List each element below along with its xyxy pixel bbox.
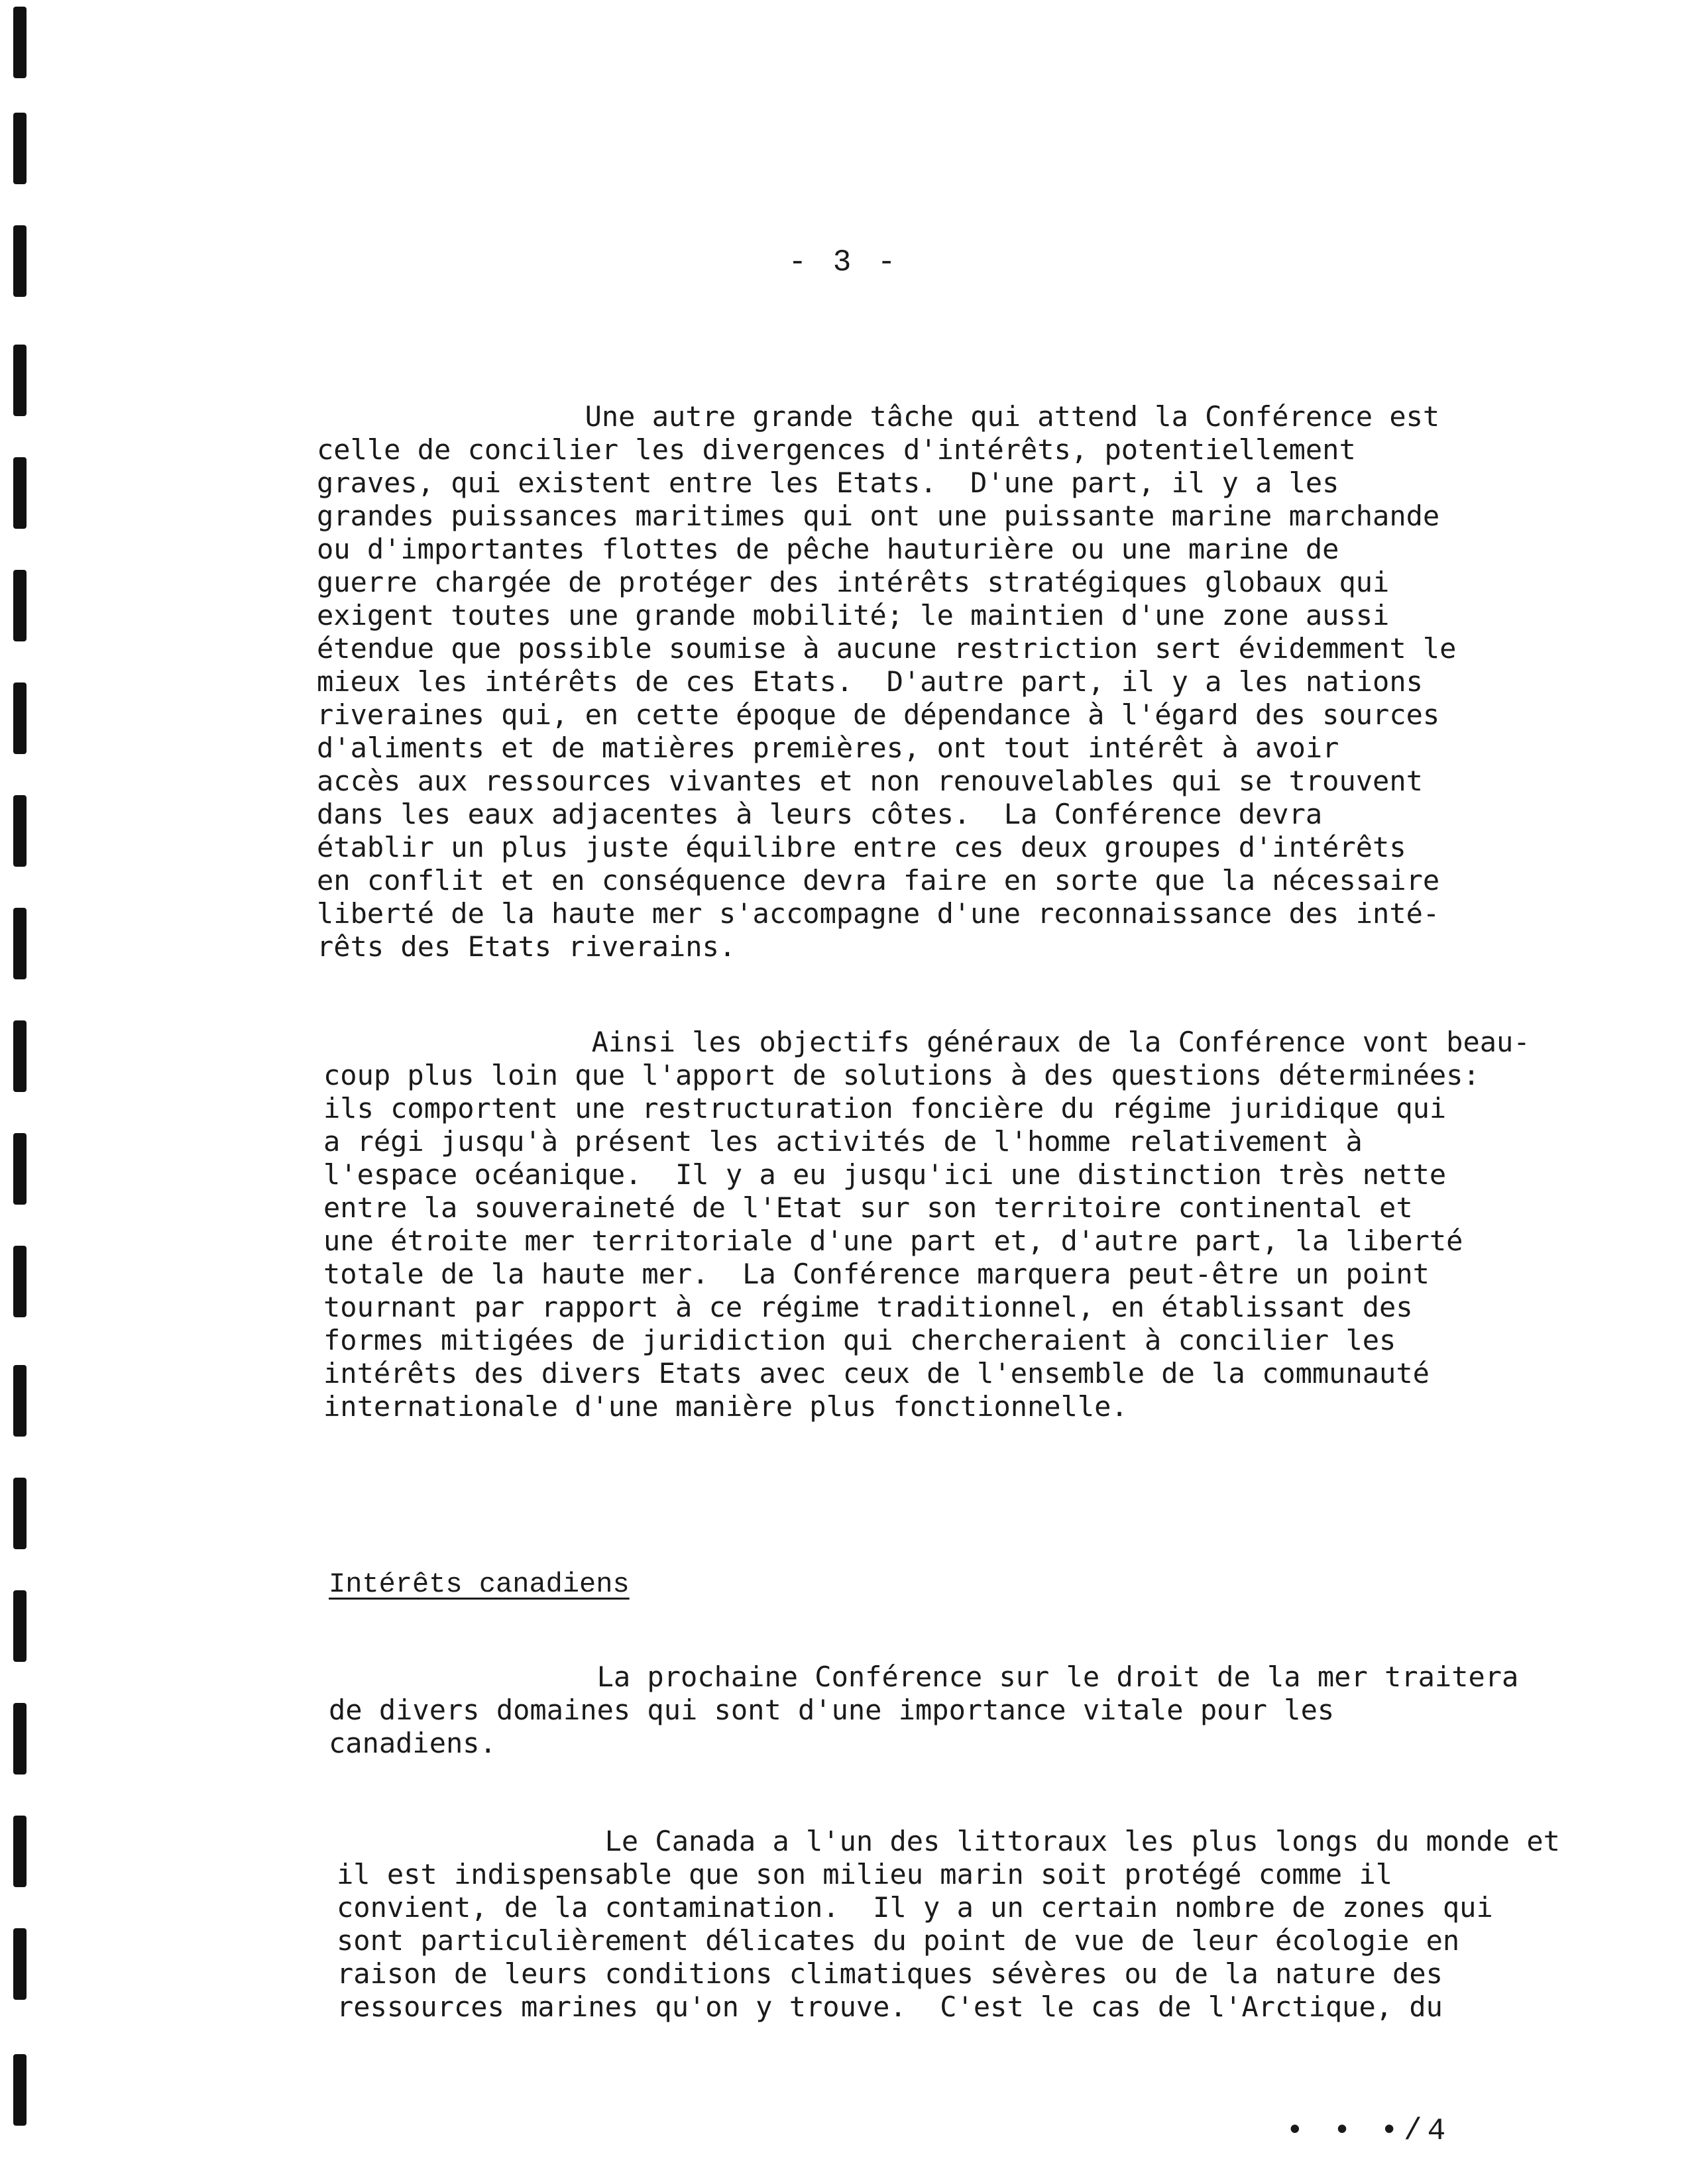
- punch-hole: [13, 457, 27, 529]
- punch-hole: [13, 908, 27, 979]
- continuation-reference: • • •/4: [1286, 2114, 1451, 2148]
- punch-hole: [13, 1246, 27, 1317]
- binder-punch-holes: [8, 0, 32, 2184]
- section-heading: Intérêts canadiens: [329, 1568, 630, 1600]
- punch-hole: [13, 1928, 27, 2000]
- punch-hole: [13, 570, 27, 641]
- punch-hole: [13, 682, 27, 754]
- punch-hole: [13, 1478, 27, 1549]
- paragraph-prochaine-conference: La prochaine Conférence sur le droit de la mer traitera de divers domaines qui sont d'une importance vitale pour les canadiens.: [329, 1661, 1519, 1759]
- punch-hole: [13, 2054, 27, 2126]
- punch-hole: [13, 1590, 27, 1662]
- page-number: - 3 -: [788, 245, 900, 280]
- paragraph-canada-littoral: Le Canada a l'un des littoraux les plus longs du monde et il est indispensable que son milieu marin soit protégé comme il convient, de la contamination. Il y a un certain nombre de zones qui sont particulièrement délicates du point de vue de leur écologie en raison de leurs conditions climatiques sévères ou de la nature des ressources marines qu'on y trouve. C'est le cas de l'Arctique, du: [337, 1825, 1560, 2023]
- paragraph-divergences: Une autre grande tâche qui attend la Conférence est celle de concilier les divergences d'intérêts, potentiellement graves, qui existent entre les Etats. D'une part, il y a les grandes puissances maritimes qui ont une puissante marine marchande ou d'importantes flottes de pêche hauturière ou une marine de guerre chargée de protéger des intérêts stratégiques globaux qui exigent toutes une grande mobilité; le maintien d'une zone aussi étendue que possible soumise à aucune restriction sert évidemment le mieux les intérêts de ces Etats. D'autre part, il y a les nations riveraines qui, en cette époque de dépendance à l'égard des sources d'aliments et de matières premières, ont tout intérêt à avoir accès aux ressources vivantes et non renouvelables qui se trouvent dans les eaux adjacentes à leurs côtes. La Conférence devra établir un plus juste équilibre entre ces deux groupes d'intérêts en conflit et en conséquence devra faire en sorte que la nécessaire liberté de la haute mer s'accompagne d'une reconnaissance des inté- rêts des Etats riverains.: [317, 400, 1457, 963]
- punch-hole: [13, 113, 27, 184]
- punch-hole: [13, 7, 27, 78]
- punch-hole: [13, 1816, 27, 1887]
- punch-hole: [13, 345, 27, 416]
- punch-hole: [13, 1703, 27, 1774]
- paragraph-objectifs: Ainsi les objectifs généraux de la Conférence vont beau- coup plus loin que l'apport de solutions à des questions déterminées: ils comportent une restructuration foncière du régime juridique qui a régi jusqu'à présent les activités de l'homme relativement à l'espace océanique. Il y a eu jusqu'ici une distinction très nette entre la souveraineté de l'Etat sur son territoire continental et une étroite mer territoriale d'une part et, d'autre part, la liberté totale de la haute mer. La Conférence marquera peut-être un point tournant par rapport à ce régime traditionnel, en établissant des formes mitigées de juridiction qui chercheraient à concilier les intérêts des divers Etats avec ceux de l'ensemble de la communauté internationale d'une manière plus fonctionnelle.: [323, 1026, 1530, 1423]
- punch-hole: [13, 1365, 27, 1437]
- punch-hole: [13, 795, 27, 867]
- punch-hole: [13, 1133, 27, 1205]
- punch-hole: [13, 1020, 27, 1092]
